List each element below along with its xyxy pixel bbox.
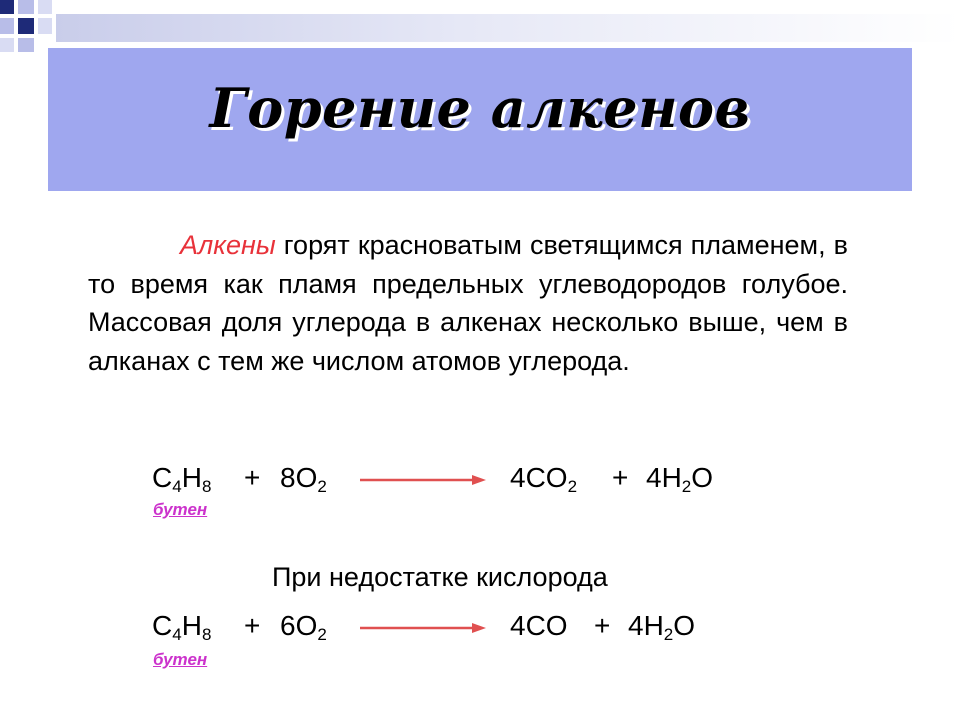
condition-note: При недостатке кислорода bbox=[272, 562, 608, 592]
decorative-square bbox=[18, 18, 34, 34]
product-co: 4CO bbox=[510, 610, 568, 641]
decorative-square bbox=[38, 0, 52, 14]
plus-sign: + bbox=[244, 610, 261, 641]
decorative-square bbox=[0, 38, 14, 52]
decorative-square bbox=[18, 0, 34, 14]
compound-label: бутен bbox=[153, 650, 208, 669]
decorative-gradient-bar bbox=[56, 14, 960, 42]
body-paragraph bbox=[88, 226, 848, 380]
paragraph-text: горят красноватым светящимся пламенем, в то время как пламя предельных углеводородов голубое. Массовая доля углерода в алкенах несколько выше, чем в алканах с тем же числом атомов углерода. bbox=[88, 230, 848, 376]
compound-label: бутен bbox=[153, 500, 208, 519]
slide-title: Горение алкенов bbox=[209, 76, 751, 140]
product-water: $4H_2O$ bbox=[628, 610, 696, 644]
decorative-square bbox=[38, 18, 52, 34]
plus-sign: + bbox=[612, 462, 629, 493]
product-water: $4H_2O$ bbox=[646, 462, 714, 496]
decorative-square bbox=[0, 18, 14, 34]
product-co2: $4CO_2$ bbox=[510, 462, 578, 496]
reaction-arrow-icon bbox=[358, 470, 488, 490]
reactant-oxygen: $8O_2$ bbox=[280, 462, 327, 496]
decorative-square bbox=[18, 38, 34, 52]
reactant-butene: $C_4H_8$ bbox=[152, 462, 212, 496]
title-band bbox=[48, 48, 912, 191]
highlight-term: Алкены bbox=[180, 230, 276, 260]
plus-sign: + bbox=[244, 462, 261, 493]
reactant-butene: $C_4H_8$ bbox=[152, 610, 212, 644]
decorative-square bbox=[0, 0, 14, 14]
reaction-arrow-icon bbox=[358, 618, 488, 638]
reactant-oxygen: $6O_2$ bbox=[280, 610, 327, 644]
plus-sign: + bbox=[594, 610, 611, 641]
